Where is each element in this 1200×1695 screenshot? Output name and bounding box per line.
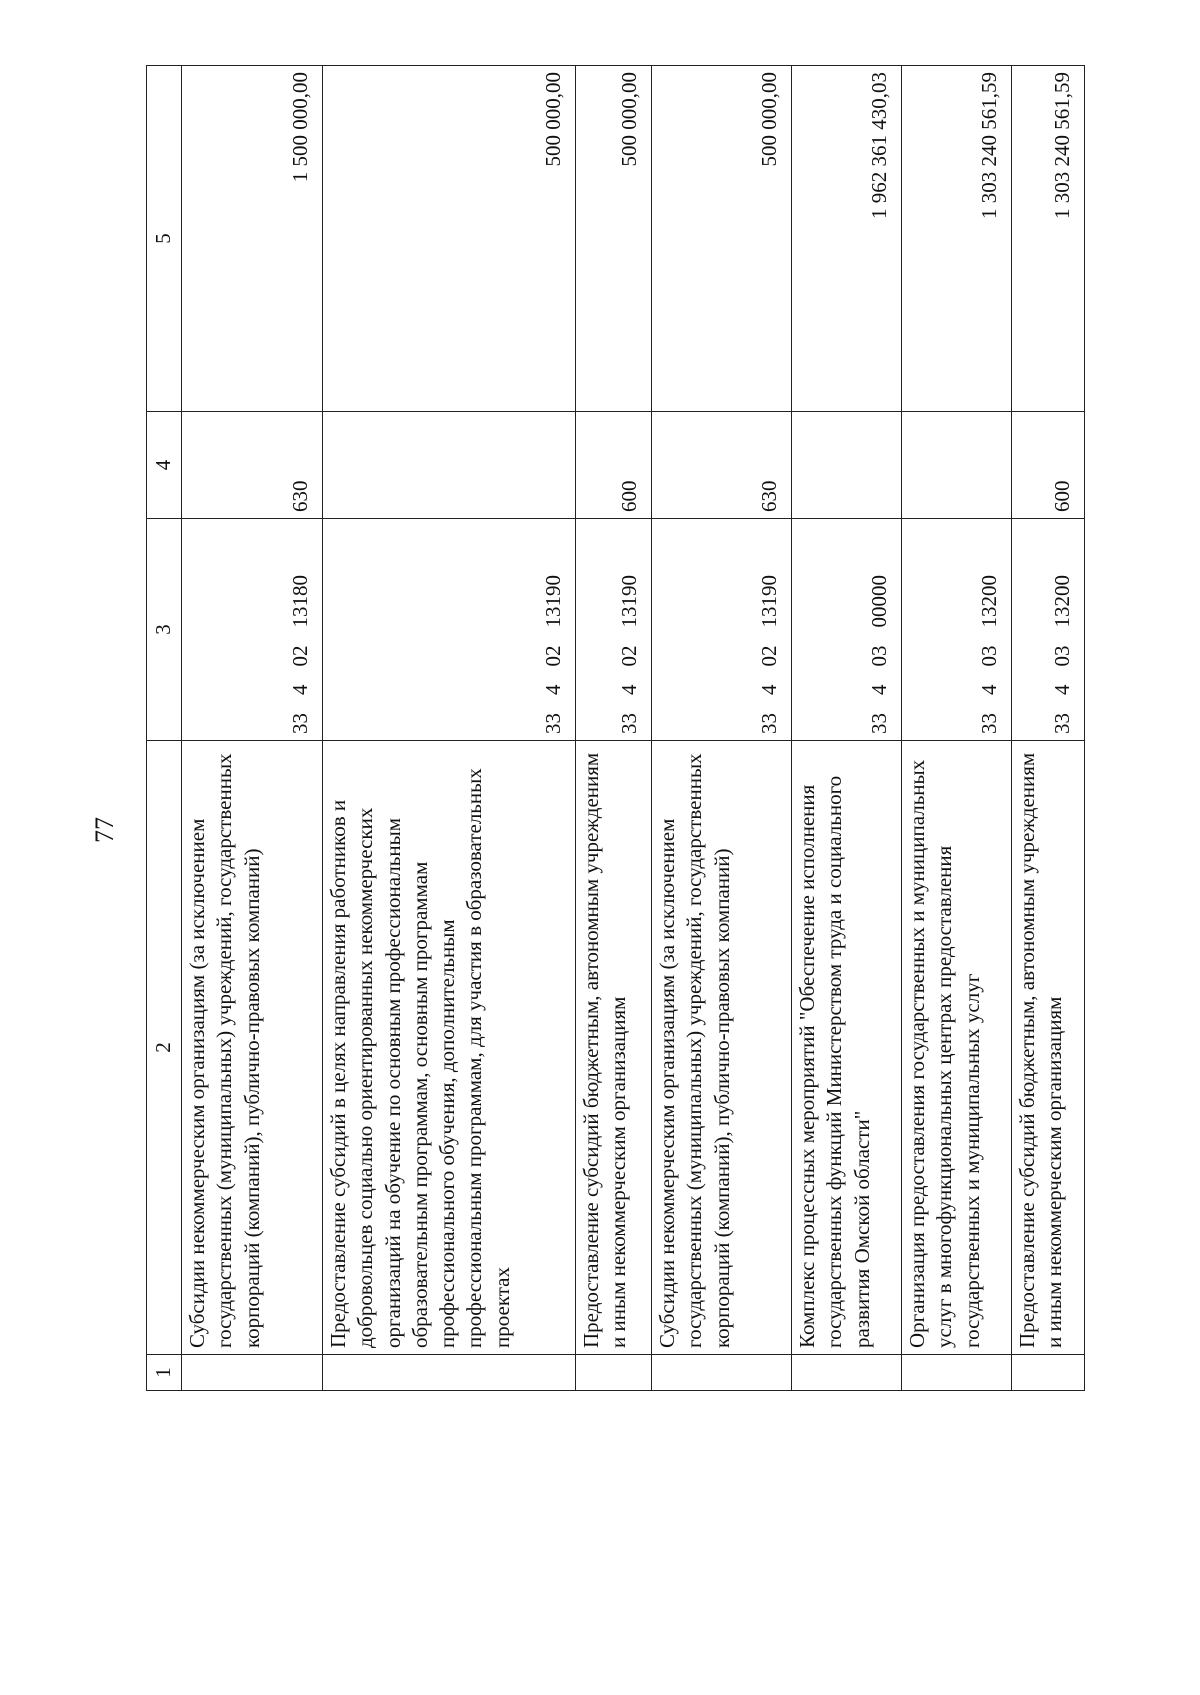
cell-name: Комплекс процессных мероприятий "Обеспечение исполнения государственных функций Министерством труда и социального развития Омской области" [792, 741, 902, 1355]
code-part: 33 [1049, 713, 1074, 734]
cell-type [792, 412, 902, 519]
cell-code [1012, 519, 1085, 741]
table-row [182, 66, 323, 1391]
table-row [323, 66, 576, 1391]
code-part: 02 [756, 645, 781, 667]
cell-code [182, 519, 323, 741]
cell-type [902, 412, 1012, 519]
cell-amount: 1 303 240 561,59 [902, 66, 1012, 412]
code-part: 4 [1049, 684, 1074, 695]
code-part: 33 [976, 713, 1001, 734]
code-part: 13200 [976, 575, 1001, 628]
code-part: 02 [287, 645, 312, 667]
cell-col1 [792, 1355, 902, 1391]
header-col-5: 5 [147, 66, 182, 412]
code-part: 13190 [616, 575, 641, 628]
cell-code [576, 519, 652, 741]
code-part: 4 [866, 684, 891, 695]
cell-amount: 1 962 361 430,03 [792, 66, 902, 412]
code-part: 03 [1049, 645, 1074, 667]
cell-type: 600 [1012, 412, 1085, 519]
budget-table [146, 65, 1085, 1391]
cell-col1 [323, 1355, 576, 1391]
cell-amount: 1 303 240 561,59 [1012, 66, 1085, 412]
header-row [147, 66, 182, 1391]
cell-col1 [1012, 1355, 1085, 1391]
code-part: 4 [540, 684, 565, 695]
cell-name: Субсидии некоммерческим организациям (за исключением государственных (муниципальных) учреждений, государственных корпораций (компаний), публично-правовых компаний) [652, 741, 792, 1355]
code-part: 33 [540, 713, 565, 734]
cell-col1 [902, 1355, 1012, 1391]
code-part: 4 [287, 684, 312, 695]
code-part: 33 [756, 713, 781, 734]
cell-type: 630 [652, 412, 792, 519]
cell-amount: 500 000,00 [652, 66, 792, 412]
code-part: 4 [976, 684, 1001, 695]
cell-amount: 500 000,00 [323, 66, 576, 412]
table-row [902, 66, 1012, 1391]
code-part: 02 [616, 645, 641, 667]
cell-type: 630 [182, 412, 323, 519]
header-col-2: 2 [147, 741, 182, 1355]
table-row [576, 66, 652, 1391]
code-part: 13190 [540, 575, 565, 628]
cell-col1 [182, 1355, 323, 1391]
cell-name: Субсидии некоммерческим организациям (за исключением государственных (муниципальных) учреждений, государственных корпораций (компаний), публично-правовых компаний) [182, 741, 323, 1355]
code-part: 4 [616, 684, 641, 695]
cell-col1 [652, 1355, 792, 1391]
cell-type [323, 412, 576, 519]
code-part: 13200 [1049, 575, 1074, 628]
rotated-table-sheet [146, 66, 1200, 1391]
code-part: 03 [976, 645, 1001, 667]
header-col-3: 3 [147, 519, 182, 741]
cell-code [902, 519, 1012, 741]
table-row [792, 66, 902, 1391]
cell-name: Предоставление субсидий в целях направления работников и добровольцев социально ориентированных некоммерческих организаций на обучение по основным профессиональным образовательным программам, основным программам профессионального обучения, дополнительным профессиональным программам, для участия в образовательных проектах [323, 741, 576, 1355]
cell-name: Организация предоставления государственных и муниципальных услуг в многофункциональных центрах предоставления государственных и муниципальных услуг [902, 741, 1012, 1355]
table-row [1012, 66, 1085, 1391]
code-part: 4 [756, 684, 781, 695]
header-col-4: 4 [147, 412, 182, 519]
header-col-1: 1 [147, 1355, 182, 1391]
table-row [652, 66, 792, 1391]
cell-amount: 500 000,00 [576, 66, 652, 412]
cell-col1 [576, 1355, 652, 1391]
cell-code [792, 519, 902, 741]
code-part: 33 [866, 713, 891, 734]
code-part: 00000 [866, 575, 891, 628]
cell-code [652, 519, 792, 741]
code-part: 13190 [756, 575, 781, 628]
cell-code [323, 519, 576, 741]
page-number: 77 [90, 817, 119, 843]
code-part: 13180 [287, 575, 312, 628]
cell-name: Предоставление субсидий бюджетным, автономным учреждениям и иным некоммерческим организациям [576, 741, 652, 1355]
table-rotor [146, 66, 1200, 1391]
cell-name: Предоставление субсидий бюджетным, автономным учреждениям и иным некоммерческим организациям [1012, 741, 1085, 1355]
code-part: 33 [287, 713, 312, 734]
code-part: 03 [866, 645, 891, 667]
cell-amount: 1 500 000,00 [182, 66, 323, 412]
cell-type: 600 [576, 412, 652, 519]
code-part: 02 [540, 645, 565, 667]
code-part: 33 [616, 713, 641, 734]
